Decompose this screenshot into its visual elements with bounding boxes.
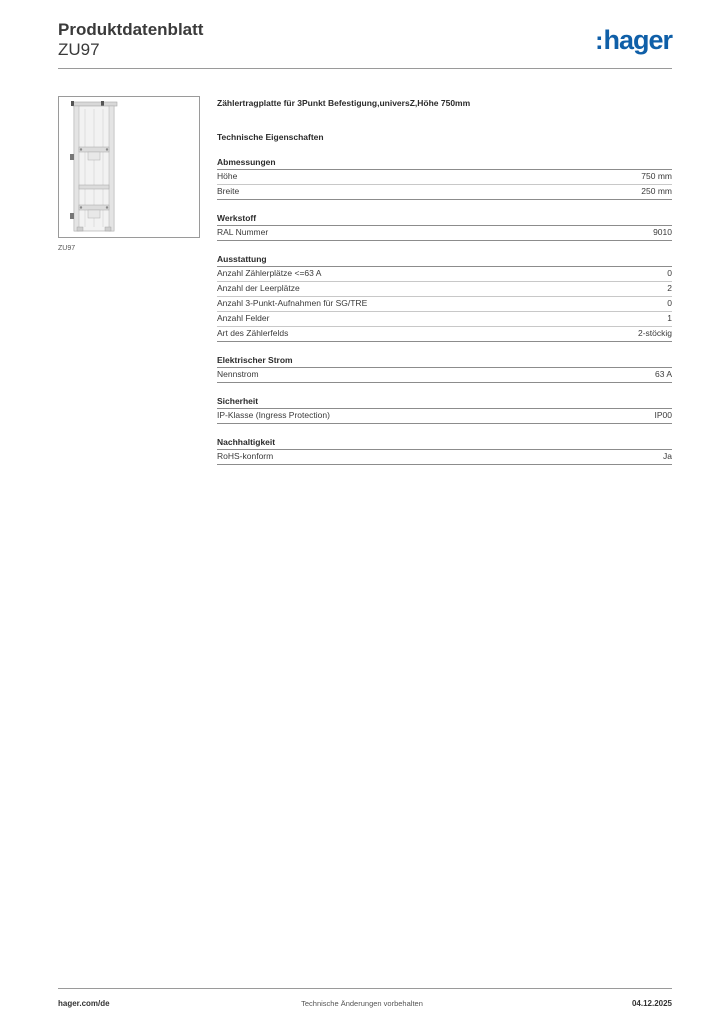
section-title: Ausstattung	[217, 253, 672, 267]
row-label: RoHS-konform	[217, 451, 274, 461]
section-ausstattung	[217, 253, 672, 342]
row-label: Breite	[217, 186, 240, 196]
table-row	[217, 312, 672, 327]
row-value: 2	[667, 283, 672, 293]
header-divider	[58, 68, 672, 69]
section-sicherheit	[217, 395, 672, 424]
page-title: Produktdatenblatt	[58, 20, 204, 39]
row-value: 2-stöckig	[637, 328, 672, 338]
footer-divider	[58, 988, 672, 989]
content	[217, 96, 672, 465]
row-value: 63 A	[654, 369, 672, 379]
section-title: Werkstoff	[217, 212, 672, 226]
row-value: 0	[667, 268, 672, 278]
row-value: 0	[667, 298, 672, 308]
row-value: 750 mm	[641, 171, 672, 181]
table-row	[217, 450, 672, 465]
section-werkstoff	[217, 212, 672, 241]
section-title: Nachhaltigkeit	[217, 436, 672, 450]
footer-notice: Technische Änderungen vorbehalten	[301, 999, 423, 1008]
row-label: RAL Nummer	[217, 227, 269, 237]
section-abmessungen	[217, 156, 672, 200]
footer-date: 04.12.2025	[631, 999, 672, 1008]
row-label: Anzahl der Leerplätze	[217, 283, 300, 293]
row-value: 9010	[653, 227, 672, 237]
row-label: Anzahl Zählerplätze <=63 A	[217, 268, 322, 278]
table-row	[217, 368, 672, 383]
row-value: 1	[667, 313, 672, 323]
product-code: ZU97	[58, 40, 100, 59]
table-row	[217, 226, 672, 241]
row-label: Höhe	[217, 171, 238, 181]
hager-logo: :hager	[595, 25, 672, 55]
row-value: IP00	[654, 410, 672, 420]
product-image	[58, 96, 200, 238]
section-title: Abmessungen	[217, 156, 672, 170]
row-label: Anzahl 3-Punkt-Aufnahmen für SG/TRE	[217, 298, 368, 308]
product-description: Zählertragplatte für 3Punkt Befestigung,universZ,Höhe 750mm	[217, 98, 471, 108]
row-value: Ja	[663, 451, 672, 461]
mounting-plate-illustration	[59, 97, 199, 237]
row-label: Anzahl Felder	[217, 313, 270, 323]
row-label: Art des Zählerfelds	[217, 328, 289, 338]
product-image-caption: ZU97	[58, 245, 76, 252]
row-label: Nennstrom	[217, 369, 259, 379]
section-elektrischer-strom	[217, 354, 672, 383]
footer-website-link[interactable]: hager.com/de	[58, 999, 110, 1008]
table-row	[217, 327, 672, 342]
row-label: IP-Klasse (Ingress Protection)	[217, 410, 330, 420]
table-row	[217, 297, 672, 312]
logo-text: hager	[603, 25, 672, 55]
row-value: 250 mm	[641, 186, 672, 196]
table-row	[217, 185, 672, 200]
section-nachhaltigkeit	[217, 436, 672, 465]
table-row	[217, 267, 672, 282]
table-row	[217, 170, 672, 185]
section-title: Elektrischer Strom	[217, 354, 672, 368]
table-row	[217, 282, 672, 297]
tech-properties-title: Technische Eigenschaften	[217, 132, 324, 142]
section-title: Sicherheit	[217, 395, 672, 409]
table-row	[217, 409, 672, 424]
